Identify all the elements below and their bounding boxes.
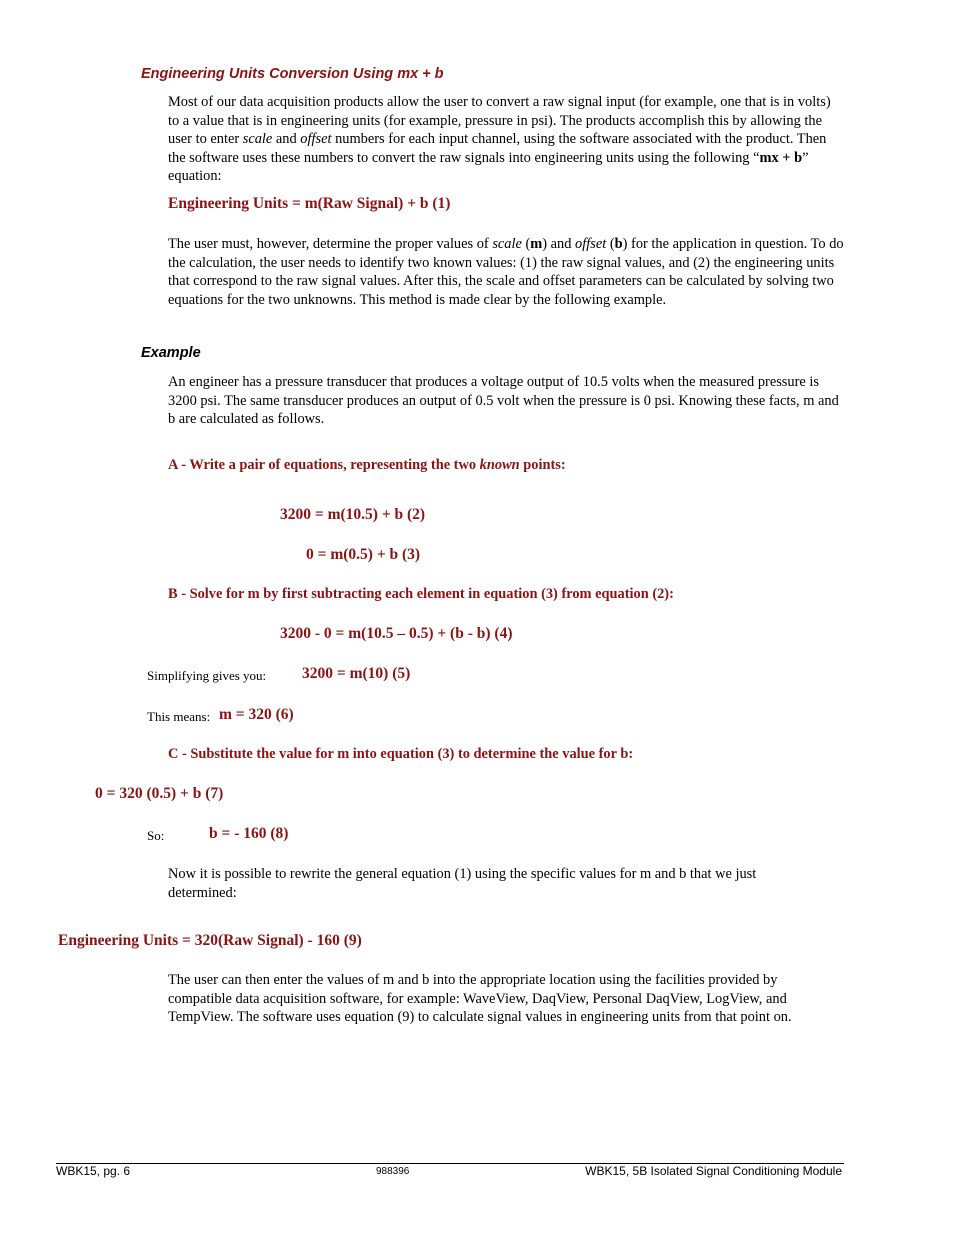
intro-text-3: ” equation: [168, 149, 809, 184]
footer-right: WBK15, 5B Isolated Signal Conditioning Module [585, 1164, 842, 1178]
step-c: C - Substitute the value for m into equation (3) to determine the value for b: [168, 746, 634, 762]
intro-offset-term: offset [300, 131, 332, 147]
determine-b: b [614, 236, 623, 252]
equation-2: 3200 = m(10.5) + b (2) [280, 506, 426, 523]
determine-text-2: ) for the application in question. To do the calculation, the user needs to identify two known values: (1) the raw signal values, and (2) the engineering units that correspond to the raw signal values. After this, the scale and offset parameters can be calculated by solving two equations for the two unknowns. This method is made clear by the following example. [168, 236, 844, 308]
example-paragraph: An engineer has a pressure transducer that produces a voltage output of 10.5 volts when the measured pressure is 3200 psi. The same transducer produces an output of 0.5 volt when the pressure is 0 psi. Knowing these facts, m and b are calculated as follows. [168, 374, 839, 427]
step-a-text-2: points: [519, 457, 566, 473]
so-label: So: [147, 828, 165, 843]
step-a [168, 457, 566, 474]
intro-scale-term: scale [242, 131, 273, 147]
equation-6: m = 320 (6) [219, 706, 294, 723]
final-paragraph: The user can then enter the values of m and b into the appropriate location using the facilities provided by compatible data acquisition software, for example: WaveView, DaqView, Personal DaqView, LogView, and TempView. The software uses equation (9) to calculate signal values in engineering units from that point on. [168, 972, 792, 1025]
means-label: This means: [147, 709, 211, 724]
determine-text-1: The user must, however, determine the proper values of [168, 236, 493, 252]
footer-center: 988396 [376, 1166, 410, 1177]
intro-text-1: Most of our data acquisition products allow the user to convert a raw signal input (for example, one that is in volts) to a value that is in engineering units (for example, pressure in psi). The products accomplish this by allowing the user to enter [168, 94, 831, 147]
equation-4: 3200 - 0 = m(10.5 – 0.5) + (b - b) (4) [280, 625, 513, 642]
determine-paren-1: ( [521, 236, 531, 252]
determine-scale-term: scale [492, 236, 522, 252]
intro-and: and [272, 131, 301, 147]
intro-paragraph [168, 93, 844, 186]
determine-m: m [530, 236, 543, 252]
equation-3: 0 = m(0.5) + b (3) [306, 546, 421, 563]
equation-8: b = - 160 (8) [209, 825, 289, 842]
determine-paren-2: ( [606, 236, 615, 252]
step-a-known: known [479, 457, 520, 473]
example-heading: Example [141, 345, 201, 361]
intro-text-2: numbers for each input channel, using the software associated with the product. Then the software uses these numbers to convert the raw signals into engineering units using the following “ [168, 131, 827, 166]
determine-mid: ) and [542, 236, 576, 252]
footer-left: WBK15, pg. 6 [56, 1164, 131, 1178]
simplify-label: Simplifying gives you: [147, 668, 267, 683]
equation-9: Engineering Units = 320(Raw Signal) - 160 (9) [58, 932, 362, 949]
equation-5: 3200 = m(10) (5) [302, 665, 411, 682]
equation-7: 0 = 320 (0.5) + b (7) [95, 785, 224, 802]
equation-1: Engineering Units = m(Raw Signal) + b (1) [168, 195, 451, 212]
step-a-text-1: A - Write a pair of equations, representing the two [168, 457, 480, 473]
step-b: B - Solve for m by first subtracting each element in equation (3) from equation (2): [168, 586, 674, 602]
rewrite-paragraph: Now it is possible to rewrite the general equation (1) using the specific values for m and b that we just determined: [168, 866, 757, 901]
intro-mxb: mx + b [759, 149, 803, 166]
determine-offset-term: offset [575, 236, 607, 252]
section-heading: Engineering Units Conversion Using mx + b [141, 66, 444, 82]
determine-paragraph [168, 235, 844, 309]
